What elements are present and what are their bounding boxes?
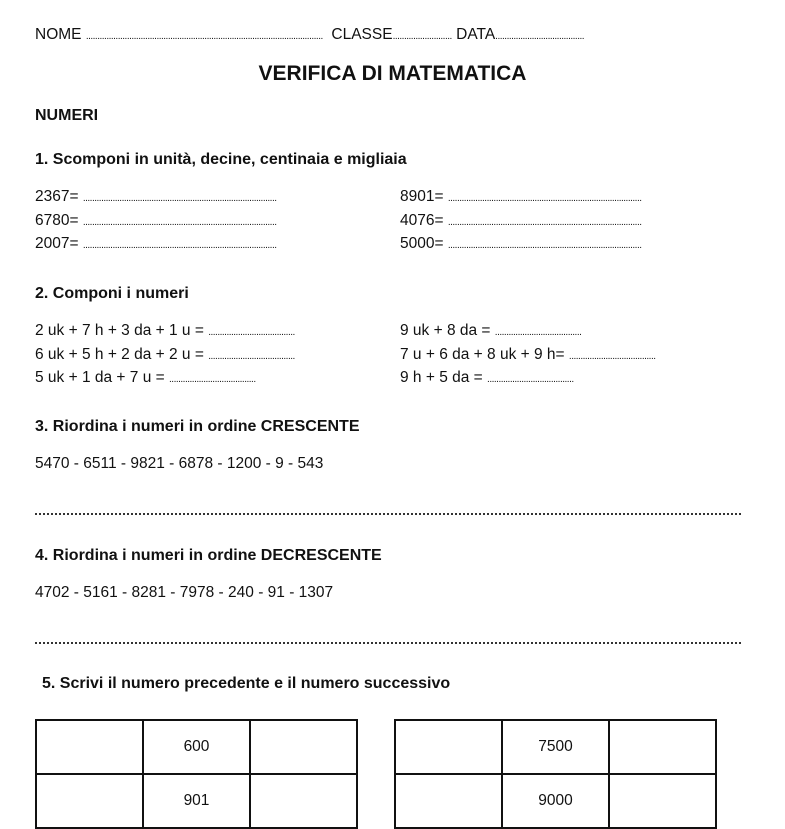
exercise-2-item[interactable] [35,322,295,340]
exercise-3-numbers: 5470 - 6511 - 9821 - 6878 - 1200 - 9 - 543 [35,455,324,472]
item-label: 2367= [35,188,83,205]
exercise-3-title: 3. Riordina i numeri in ordine CRESCENTE [35,418,360,435]
exercise-1-item[interactable] [400,212,642,230]
item-label: 2 uk + 7 h + 3 da + 1 u = [35,322,209,339]
predecessor-successor-table-right [394,719,717,829]
data-label: DATA [456,26,496,43]
exercise-4-answer-line[interactable] [35,642,741,644]
item-label: 6 uk + 5 h + 2 da + 2 u = [35,346,209,363]
item-label: 9 uk + 8 da = [400,322,495,339]
answer-blank[interactable]: ...................................... [494,327,582,338]
successor-cell[interactable] [250,774,357,828]
exercise-1-item[interactable] [35,212,277,230]
answer-blank[interactable]: ...................................... [208,351,295,362]
given-number-cell: 9000 [502,774,609,828]
given-number-cell: 901 [143,774,250,828]
predecessor-successor-table-left [35,719,358,829]
exercise-1-item[interactable] [400,188,642,206]
item-label: 5 uk + 1 da + 7 u = [35,369,170,386]
predecessor-cell[interactable] [36,774,143,828]
page-title: VERIFICA DI MATEMATICA [258,62,527,85]
table-row [36,720,357,774]
given-number-cell: 7500 [502,720,609,774]
exercise-1-item[interactable] [400,235,642,253]
table-row [395,774,716,828]
exercise-3-answer-line[interactable] [35,513,741,515]
item-label: 9 h + 5 da = [400,369,488,386]
answer-blank[interactable]: ...................................... [487,374,574,385]
answer-blank[interactable]: ..................................................................................... [82,240,277,251]
exercise-2-item[interactable] [35,346,295,364]
successor-cell[interactable] [250,720,357,774]
exercise-2-title: 2. Componi i numeri [35,285,189,302]
successor-cell[interactable] [609,774,716,828]
student-info-line [35,26,584,44]
item-label: 4076= [400,212,448,229]
answer-blank[interactable]: ..................................................................................... [82,193,277,204]
predecessor-cell[interactable] [36,720,143,774]
data-field[interactable]: ....................................... [495,31,585,42]
predecessor-cell[interactable] [395,720,502,774]
exercise-1-item[interactable] [35,188,277,206]
exercise-1-title: 1. Scomponi in unità, decine, centinaia e migliaia [35,151,407,168]
answer-blank[interactable]: ..................................................................................... [447,193,642,204]
answer-blank[interactable]: ..................................................................................... [82,217,277,228]
answer-blank[interactable]: ...................................... [208,327,295,338]
answer-blank[interactable]: ...................................... [169,374,256,385]
item-label: 5000= [400,235,448,252]
table-row [36,774,357,828]
table-row [395,720,716,774]
item-label: 2007= [35,235,83,252]
exercise-2-item[interactable] [35,369,256,387]
exercise-4-numbers: 4702 - 5161 - 8281 - 7978 - 240 - 91 - 1307 [35,584,334,601]
exercise-2-item[interactable] [400,346,656,364]
exercise-1-item[interactable] [35,235,277,253]
nome-label: NOME [35,26,82,43]
nome-field[interactable]: ........................................................................................................ [85,31,323,42]
classe-label: CLASSE [331,26,393,43]
exercise-4-title: 4. Riordina i numeri in ordine DECRESCENTE [35,547,382,564]
exercise-5-title: 5. Scrivi il numero precedente e il numero successivo [42,675,451,692]
answer-blank[interactable]: ..................................................................................... [447,240,642,251]
successor-cell[interactable] [609,720,716,774]
section-heading: NUMERI [35,107,99,124]
answer-blank[interactable]: ..................................................................................... [447,217,642,228]
item-label: 8901= [400,188,448,205]
item-label: 6780= [35,212,83,229]
answer-blank[interactable]: ...................................... [568,351,656,362]
predecessor-cell[interactable] [395,774,502,828]
item-label: 7 u + 6 da + 8 uk + 9 h= [400,346,569,363]
exercise-2-item[interactable] [400,369,574,387]
exercise-2-item[interactable] [400,322,581,340]
given-number-cell: 600 [143,720,250,774]
classe-field[interactable]: .......................... [392,31,452,42]
